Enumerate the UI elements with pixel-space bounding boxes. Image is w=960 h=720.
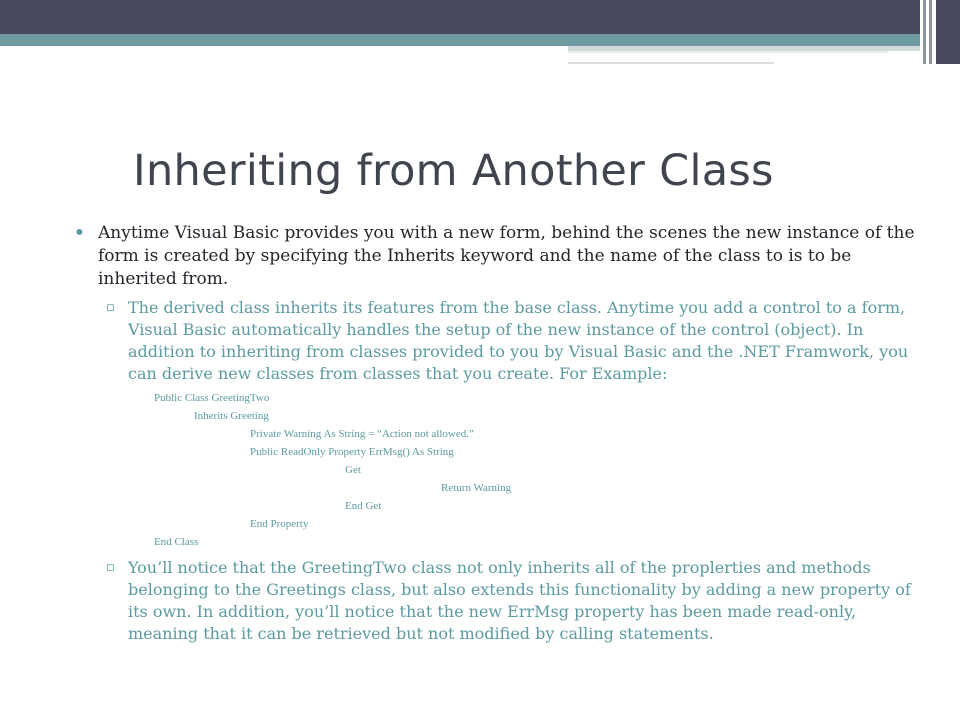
top-accent-line-short [568, 62, 774, 64]
sub-bullet-text: You’ll notice that the GreetingTwo class not only inherits all of the proplerties and methods belonging to the Greetings class, but also extends this functionality by adding a new property of its own. In addition, you’ll notice that the new ErrMsg property has been made read-only, meaning that it can be retrieved but not modified by calling statements. [128, 558, 911, 643]
code-line: Public ReadOnly Property ErrMsg() As String [250, 446, 454, 458]
sub-bullet-item [74, 297, 920, 385]
corner-stripes [920, 0, 960, 64]
code-line: End Class [154, 536, 199, 548]
sub-bullet-item [74, 557, 920, 645]
top-teal-band [0, 34, 960, 46]
code-line: Get [345, 464, 361, 476]
slide-title: Inheriting from Another Class [133, 146, 774, 196]
code-line: Return Warning [441, 482, 512, 494]
code-line: Private Warning As String = “Action not allowed.” [250, 428, 474, 440]
slide-body [74, 222, 920, 649]
code-line: Inherits Greeting [194, 410, 269, 422]
sub-bullet-text: The derived class inherits its features from the base class. Anytime you add a control to a form, Visual Basic automatically handles the setup of the new instance of the control (object). In addition to inheriting from classes provided to you by Visual Basic and the .NET Framwork, you can derive new classes from classes that you create. For Example: [128, 298, 909, 383]
top-dark-band [0, 0, 960, 34]
square-bullet-icon: ▫ [106, 560, 115, 575]
bullet-text: Anytime Visual Basic provides you with a new form, behind the scenes the new instance of the form is created by specifying the Inherits keyword and the name of the class to is to be inherited from. [98, 223, 915, 289]
code-line: End Property [250, 518, 309, 530]
code-line: Public Class GreetingTwo [154, 392, 270, 404]
square-bullet-icon: ▫ [106, 300, 115, 315]
code-example [74, 389, 920, 551]
bullet-dot-icon: • [74, 223, 85, 243]
bullet-item [74, 222, 920, 291]
top-accent-line-thin [568, 51, 888, 53]
code-line: End Get [345, 500, 382, 512]
